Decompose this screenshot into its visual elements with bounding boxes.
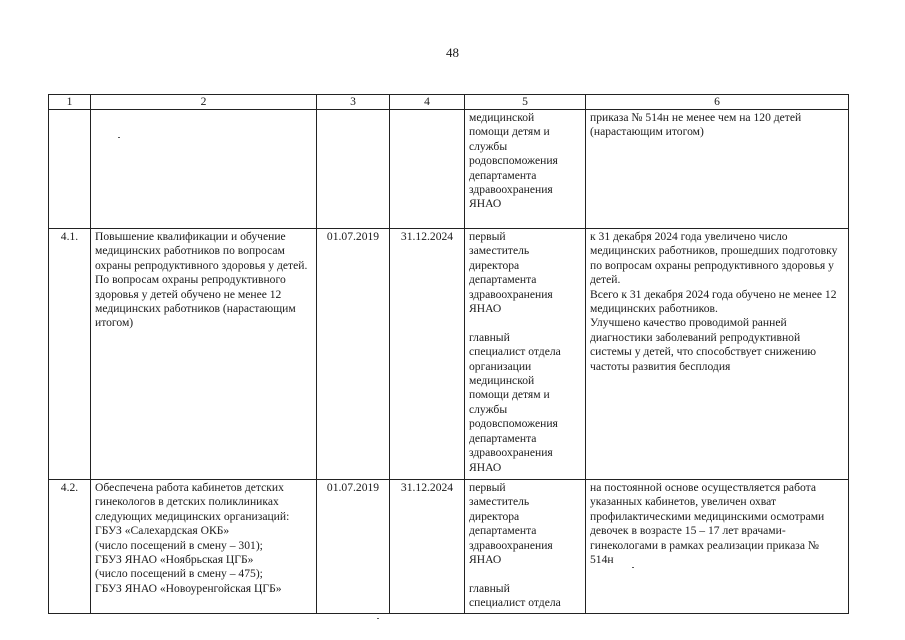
cell-start-date: 01.07.2019 xyxy=(317,480,390,614)
cell-activity: Повышение квалификации и обучение медицинских работников по вопросам охраны репродуктивного здоровья у детей. По вопросам охраны репродуктивного здоровья у детей обучено не менее 12 медицинских работников (нарастающим итогом) xyxy=(91,229,317,480)
scan-speck xyxy=(118,137,120,138)
cell-number xyxy=(49,110,91,229)
column-header-5: 5 xyxy=(465,95,586,110)
column-header-4: 4 xyxy=(390,95,465,110)
cell-result: приказа № 514н не менее чем на 120 детей (нарастающим итогом) xyxy=(586,110,849,229)
column-header-1: 1 xyxy=(49,95,91,110)
table-row-4-2 xyxy=(49,480,849,614)
cell-start-date: 01.07.2019 xyxy=(317,229,390,480)
scan-speck xyxy=(377,618,379,619)
scan-speck xyxy=(632,567,634,568)
cell-end-date: 31.12.2024 xyxy=(390,480,465,614)
cell-activity xyxy=(91,480,317,614)
table-row-4-1 xyxy=(49,229,849,480)
table-row-continued xyxy=(49,110,849,229)
activities-table xyxy=(48,94,849,614)
cell-responsible: медицинской помощи детям и службы родовспоможения департамента здравоохранения ЯНАО xyxy=(465,110,586,229)
cell-number: 4.1. xyxy=(49,229,91,480)
column-header-3: 3 xyxy=(317,95,390,110)
cell-number: 4.2. xyxy=(49,480,91,614)
page-number: 48 xyxy=(446,45,459,60)
cell-responsible xyxy=(465,480,586,614)
cell-result: на постоянной основе осуществляется работа указанных кабинетов, увеличен охват профилактическими медицинскими осмотрами девочек в возрасте 15 – 17 лет врачами-гинекологами в рамках реализации приказа № 514н xyxy=(586,480,849,614)
cell-result: к 31 декабря 2024 года увеличено число медицинских работников, прошедших подготовку по вопросам охраны репродуктивного здоровья у детей. Всего к 31 декабря 2024 года обучено не менее 12 медицинских работников. Улучшено качество проводимой ранней диагностики заболеваний репродуктивной системы у детей, что способствует снижению частоты развития бесплодия xyxy=(586,229,849,480)
cell-activity-text: Обеспечена работа кабинетов детских гинекологов в детских поликлиниках следующих медицинских организаций: ГБУЗ «Салехардская ОКБ» (число посещений в смену – 301); ГБУЗ ЯНАО «Ноябрьская ЦГБ» (число посещений в смену – 475); ГБУЗ ЯНАО «Новоуренгойская ЦГБ» xyxy=(95,481,290,595)
cell-responsible-text: первый заместитель директора департамента здравоохранения ЯНАО главный специалист отдела xyxy=(469,481,561,610)
cell-responsible: первый заместитель директора департамента здравоохранения ЯНАО главный специалист отдела организации медицинской помощи детям и службы родовспоможения департамента здравоохранения ЯНАО xyxy=(465,229,586,480)
cell-activity xyxy=(91,110,317,229)
cell-start-date xyxy=(317,110,390,229)
column-header-2: 2 xyxy=(91,95,317,110)
cell-end-date xyxy=(390,110,465,229)
cell-end-date: 31.12.2024 xyxy=(390,229,465,480)
header-row xyxy=(49,95,849,110)
column-header-6: 6 xyxy=(586,95,849,110)
